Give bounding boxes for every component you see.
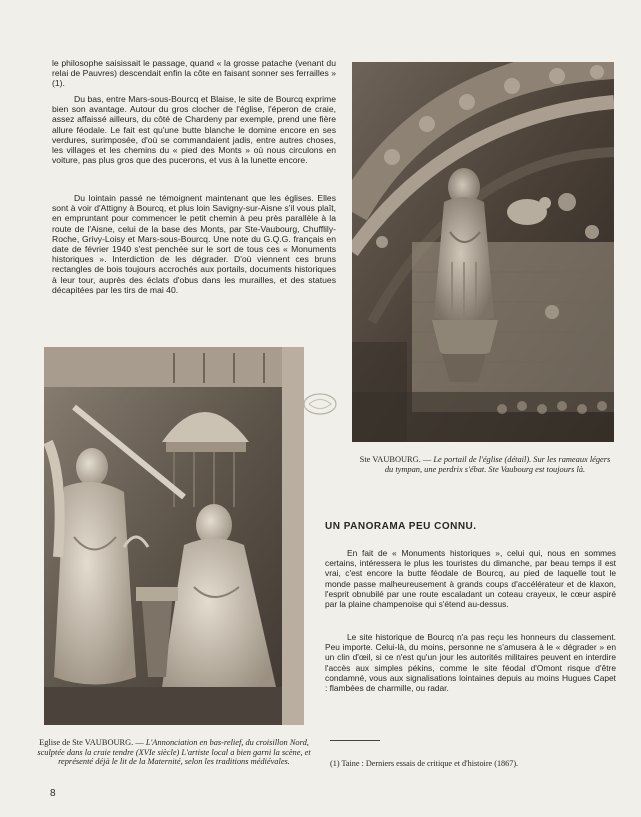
footnote-rule [330,740,380,741]
portal-detail-photo [352,62,614,442]
left-paragraph-2: Du bas, entre Mars-sous-Bourcq et Blaise, le site de Bourcq exprime bien son avantage. Autour du gros clocher de l'église, l'éperon de craie, assez affaissé ailleurs, du côté de Chardeny par exemple, prend une fière allure féodale. Le fait est qu'une butte blanche le domine encore en ses verdures, surimposée, d'où se commandaient jadis, entre autres choses, les villages et les chemins du « pied des Monts » où nous circulons en voiture, pas plus gros que des pucerons, et vus à la lunette encore. [52,94,336,166]
section-paragraph-1: En fait de « Monuments historiques », celui qui, nous en sommes certains, intéressera le plus les touristes du dimanche, par beau temps il est vrai, c'est encore la butte féodale de Bourcq, au pied de laquelle tout le monde passe malheureusement à grands coups d'accélérateur et de klaxon, l'esprit obnubilé par une route escaladant un coteau crayeux, le cœur aspiré par la plaine champenoise qui s'étend au-dessus. [325,548,616,610]
footnote: (1) Taine : Derniers essais de critique et d'histoire (1867). [330,759,519,768]
page-number: 8 [50,788,56,799]
section-heading: UN PANORAMA PEU CONNU. [325,521,477,532]
portal-photo-caption [356,455,614,474]
portal-caption-text: Le portail de l'église (détail). Sur les rameaux légers du tympan, une perdrix s'ébat. Ste Vaubourg est toujours là. [384,455,611,474]
relief-caption-lead: Eglise de Ste VAUBOURG. — [39,738,146,747]
relief-caption-text: L'Annonciation en bas-relief, du croisillon Nord, sculptée dans la craie tendre (XVIe siècle) L'artiste local a bien garni la scène, et représenté déjà le lit de la Maternité, selon les traditions médiévales. [37,738,311,767]
left-paragraph-1: le philosophe saisissait le passage, quand « la grosse patache (venant du relai de Pauvres) descendait enfin la côte en faisant sonner ses ferrailles » (1). [52,58,336,89]
left-paragraph-3: Du lointain passé ne témoignent maintenant que les églises. Elles sont à voir d'Attigny à Bourcq, et plus loin Savigny-sur-Aisne s'il vous plaît, en empruntant pour commencer le petit chemin à peu près parallèle à la route de l'Aisne, celui de la base des Monts, par Ste-Vaubourg, Chufflily-Roche, Grivy-Loisy et Mars-sous-Bourcq. Une note du G.Q.G. français en date de février 1940 s'est penchée sur le sort de tous ces « Monuments historiques ». Interdiction de les dégrader. D'où viennent ces bruns rectangles de bois toujours accrochés aux portails, documents historiques à leur tour, auprès des éclats d'obus dans les murailles, et des statues décapitées par les tirs de mai 40. [52,193,336,295]
relief-photo-caption [36,738,312,767]
portal-caption-lead: Ste VAUBOURG. — [359,455,434,464]
library-stamp-icon [301,391,339,417]
annunciation-relief-photo [44,347,304,725]
section-paragraph-2: Le site historique de Bourcq n'a pas reçu les honneurs du classement. Peu importe. Celui-là, du moins, personne ne s'amusera à le « dégrader » en un clin d'œil, si ce n'est qu'un jour les autorités militaires peuvent en interdire l'accès aux simples pékins, comme le site féodal d'Omont risque d'être condamné, vous aux signalisations lointaines depuis au moins Hugues Capet : flambées de charmille, ou radar. [325,632,616,694]
